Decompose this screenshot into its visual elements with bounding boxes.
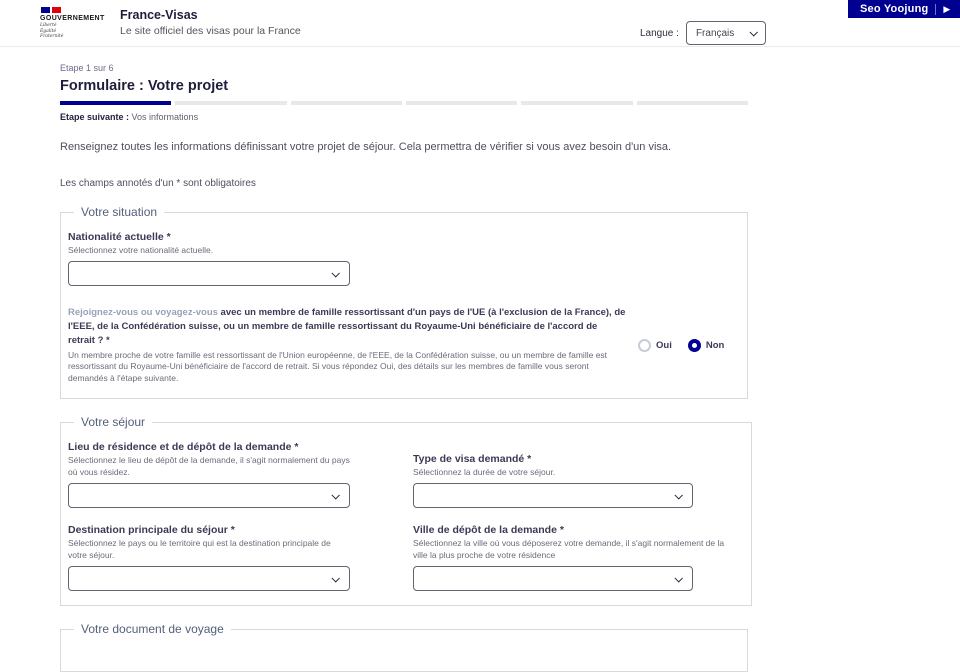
next-step-value: Vos informations [129, 112, 199, 122]
section-legend-document: Votre document de voyage [81, 622, 224, 637]
gouvernement-logo [40, 7, 110, 40]
family-question-rest: avec un membre de famille ressortissant d'un pays de l'UE (à l'exclusion de la France), de l'EEE, de la Confédération suisse, ou un membre de famille ressortissant du Royaume-Uni bénéficiaire de l'accord de retrait ? * [68, 307, 626, 346]
motto-line: Fraternité [40, 34, 64, 40]
account-button-label: Seo Yoojung [860, 3, 929, 15]
family-question-helper: Un membre proche de votre famille est ressortissant de l'Union européenne, de l'EEE, de la Confédération suisse, ou un membre de famille est ressortissant du Royaume-Uni bénéficiaire de l'accord de retrait. Si vous répondez Oui, des détails sur les membres de famille vous seront demandés à l'étape suivante. [68, 349, 608, 383]
chevron-down-icon [674, 574, 682, 582]
chevron-down-icon [331, 491, 339, 499]
residence-label: Lieu de résidence et de dépôt de la demande * [68, 441, 299, 454]
nationality-label: Nationalité actuelle * [68, 231, 171, 243]
radio-oui-label: Oui [656, 339, 672, 351]
account-button[interactable] [848, 0, 960, 18]
destination-select[interactable] [68, 566, 350, 591]
language-select[interactable] [686, 21, 766, 45]
chevron-down-icon [331, 574, 339, 582]
city-label: Ville de dépôt de la demande * [413, 524, 564, 537]
radio-oui[interactable] [638, 339, 672, 352]
family-question-radios [638, 339, 724, 352]
chevron-down-icon [331, 269, 339, 277]
step-indicator: Etape 1 sur 6 [60, 63, 114, 73]
progress-bar [60, 101, 748, 105]
chevron-down-icon [749, 28, 757, 36]
nationality-helper: Sélectionnez votre nationalité actuelle. [68, 245, 214, 255]
radio-non[interactable] [688, 339, 724, 352]
radio-button-icon[interactable] [638, 339, 651, 352]
play-icon: ▶ [943, 3, 951, 14]
progress-segment [637, 101, 748, 105]
site-title[interactable]: France-Visas [120, 8, 198, 22]
progress-segment [521, 101, 632, 105]
family-question-block [68, 306, 626, 384]
intro-text: Renseignez toutes les informations définissant votre projet de séjour. Cela permettra de vérifier si vous avez besoin d'un visa. [60, 141, 672, 153]
residence-select[interactable] [68, 483, 350, 508]
next-step [60, 112, 748, 122]
logo-gouvernement-text: GOUVERNEMENT [40, 15, 105, 22]
motto-line: Égalité [40, 28, 57, 34]
section-legend-sejour: Votre séjour [81, 415, 146, 430]
language-selector [640, 21, 766, 45]
french-flag-icon [41, 7, 110, 13]
sejour-grid [68, 441, 735, 591]
progress-segment [60, 101, 171, 105]
site-subtitle: Le site officiel des visas pour la France [120, 25, 301, 37]
language-label: Langue : [640, 27, 679, 39]
next-step-label: Etape suivante : [60, 112, 130, 122]
destination-field [68, 524, 350, 591]
nationality-field [68, 231, 731, 286]
city-helper: Sélectionnez la ville où vous déposerez votre demande, il s'agit normalement de la ville la plus proche de votre résidence [413, 538, 725, 560]
motto-line: Liberté [40, 23, 57, 28]
language-value: Français [695, 27, 735, 39]
account-button-divider [935, 4, 936, 15]
chevron-down-icon [674, 491, 682, 499]
progress-segment [175, 101, 286, 105]
visa-type-field [413, 453, 735, 508]
section-votre-situation [60, 205, 748, 399]
residence-field [68, 441, 350, 508]
radio-button-selected-icon[interactable] [688, 339, 701, 352]
required-note: Les champs annotés d'un * sont obligatoires [60, 178, 256, 189]
destination-helper: Sélectionnez le pays ou le territoire qui est la destination principale de votre séjour. [68, 538, 331, 560]
family-question-row [68, 306, 731, 384]
logo-motto [40, 23, 110, 40]
flag-blue-block [41, 7, 50, 13]
family-question-text [68, 306, 626, 347]
family-question-lead: Rejoignez-vous ou voyagez-vous [68, 307, 218, 319]
city-field [413, 524, 735, 591]
site-title-block [120, 7, 301, 37]
site-header [0, 0, 960, 47]
flag-red-block [52, 7, 61, 13]
section-document-voyage [60, 622, 748, 672]
progress-segment [291, 101, 402, 105]
progress-segment [406, 101, 517, 105]
visa-type-select[interactable] [413, 483, 693, 508]
section-votre-sejour [60, 415, 752, 606]
main-content [60, 63, 748, 672]
page-title: Formulaire : Votre projet [60, 78, 229, 94]
section-legend-situation: Votre situation [81, 205, 158, 219]
destination-label: Destination principale du séjour * [68, 524, 235, 537]
residence-helper: Sélectionnez le lieu de dépôt de la demande, il s'agit normalement du pays où vous résidez. [68, 455, 350, 477]
visa-type-label: Type de visa demandé * [413, 452, 532, 465]
city-select[interactable] [413, 566, 693, 591]
visa-type-helper: Sélectionnez la durée de votre séjour. [413, 466, 556, 477]
nationality-select[interactable] [68, 261, 350, 286]
radio-non-label: Non [705, 339, 725, 351]
